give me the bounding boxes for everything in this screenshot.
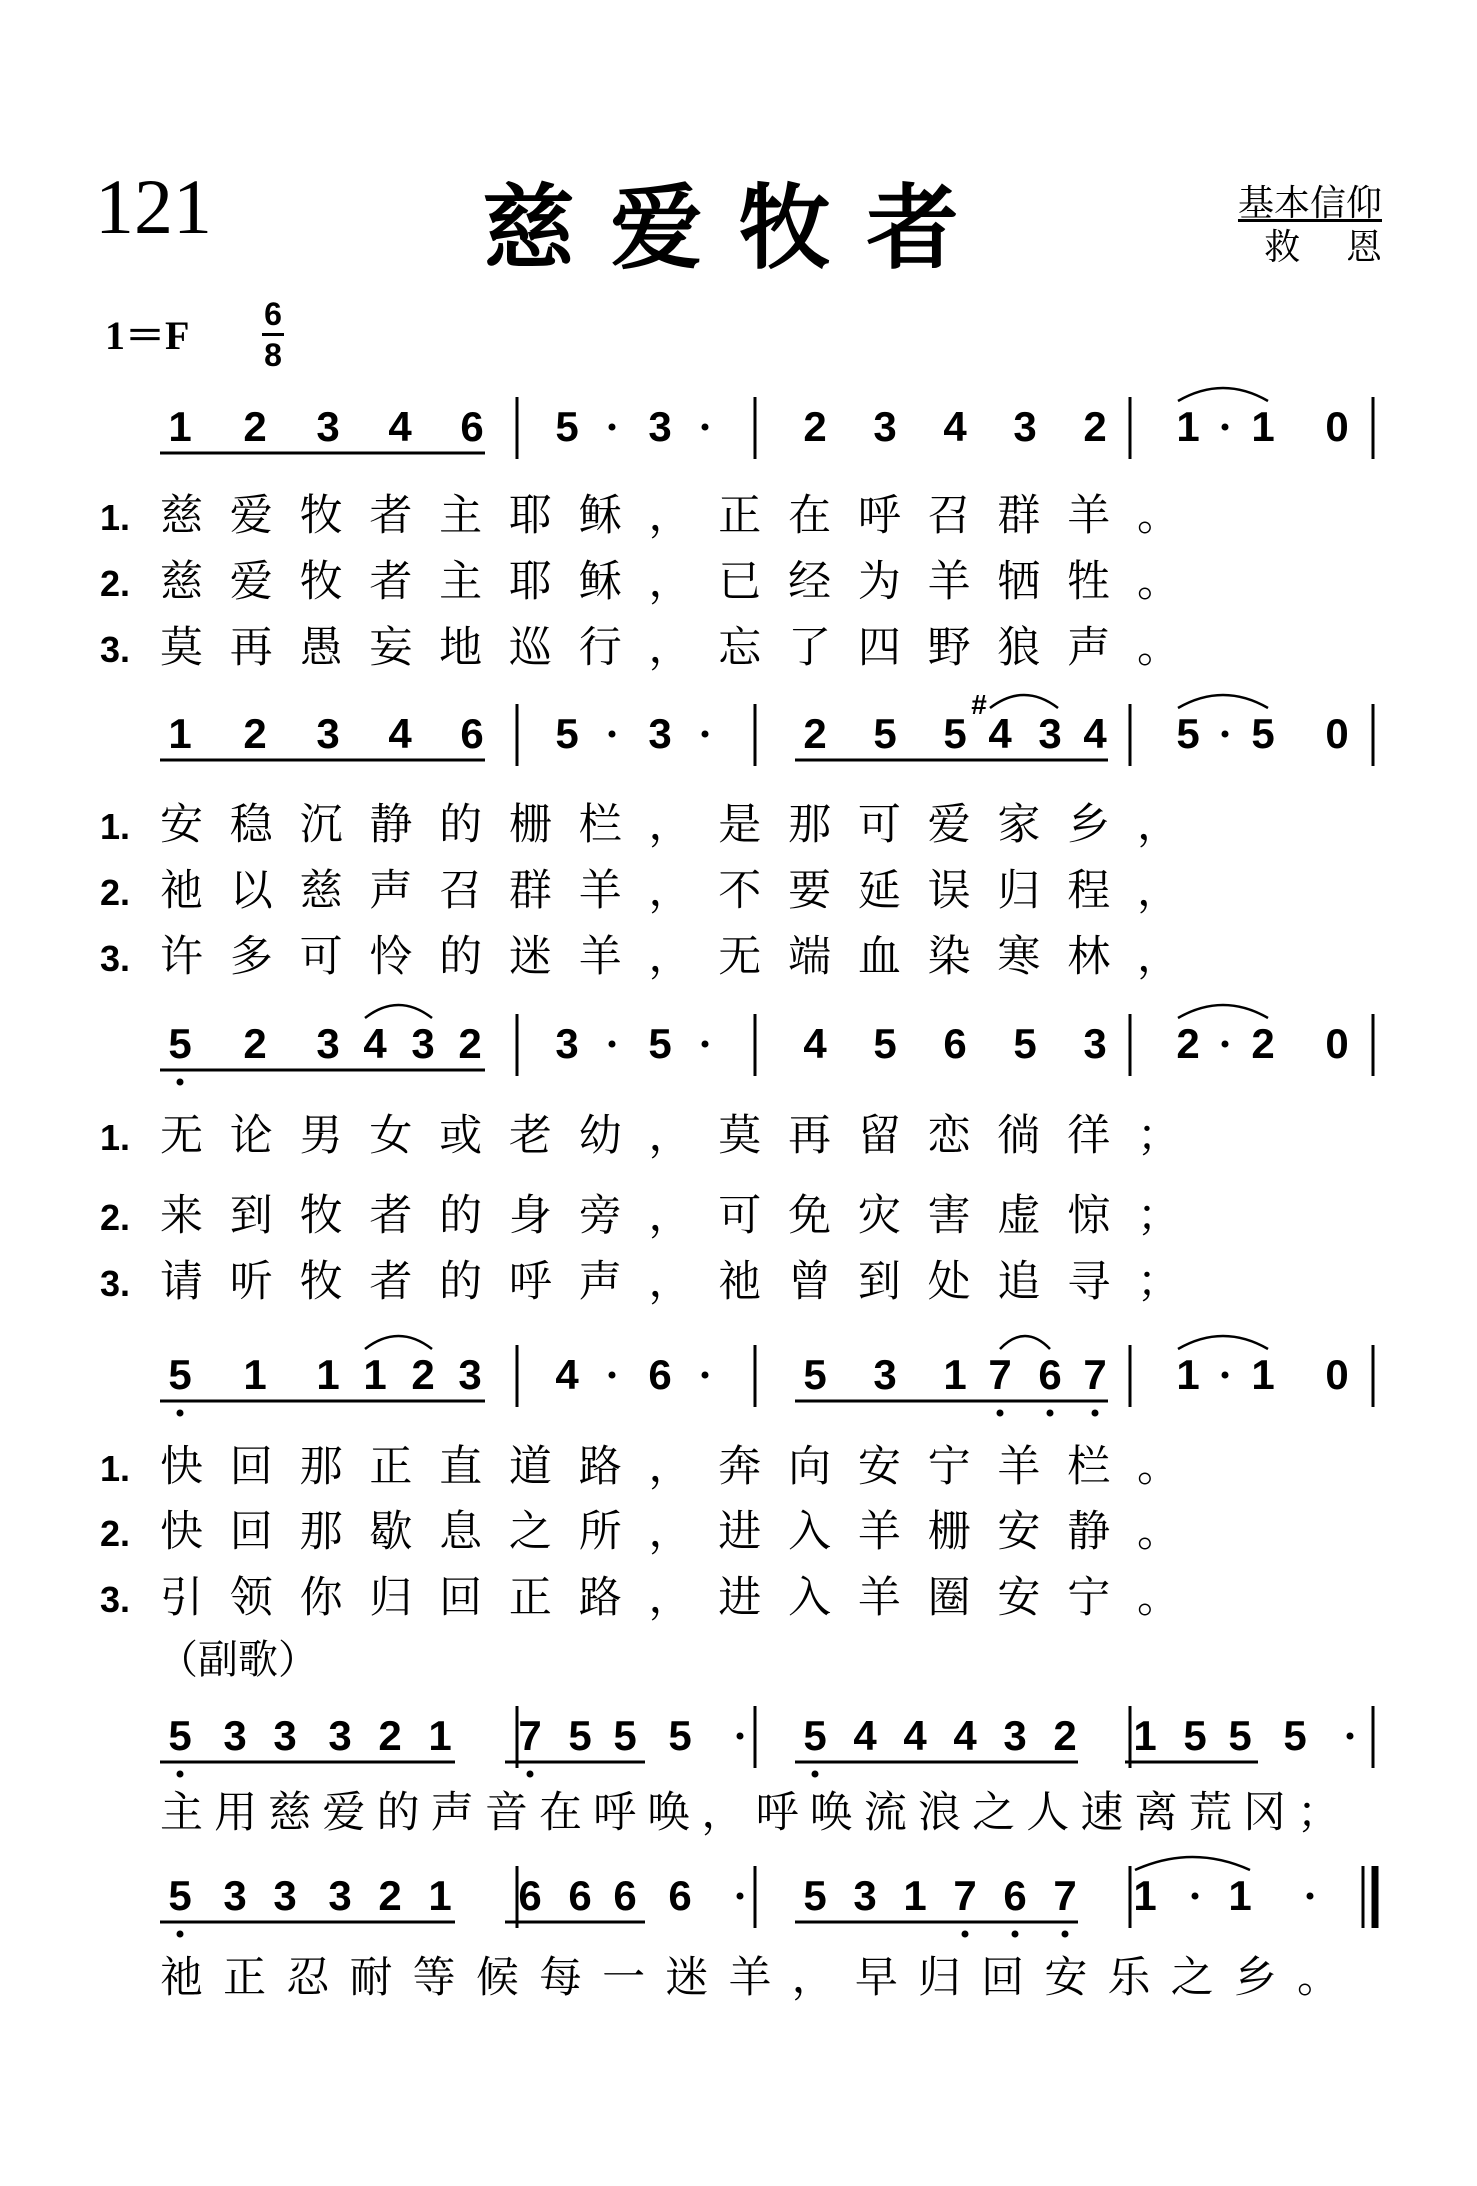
lyric-line: 慈爱牧者主耶稣，已经为羊牺牲。 (160, 557, 1180, 607)
note: 1 (316, 1351, 340, 1398)
note: 3 (1038, 710, 1062, 757)
note: 3 (411, 1020, 435, 1067)
note: 5 (873, 1020, 897, 1067)
lyric-line: 请听牧者的呼声，祂曾到处追寻； (160, 1257, 1180, 1307)
note: 6 (1038, 1351, 1062, 1398)
note: 5 (803, 1712, 827, 1759)
note: 1 (1228, 1872, 1252, 1919)
note: 4 (388, 710, 412, 757)
augmentation-dot (609, 424, 616, 431)
verse-number: 1. (100, 497, 131, 538)
lyric-line: 来到牧者的身旁，可免灾害虚惊； (160, 1191, 1180, 1241)
chorus-label: （副歌） (158, 1637, 318, 1683)
augmentation-dot (702, 731, 709, 738)
lyric-line: 许多可怜的迷羊，无端血染寒林， (160, 932, 1180, 982)
note: 1 (943, 1351, 967, 1398)
note: 5 (613, 1712, 637, 1759)
note: 4 (988, 710, 1012, 757)
lyric-line: 莫再愚妄地巡行，忘了四野狼声。 (160, 623, 1180, 673)
note: 6 (460, 403, 484, 450)
low-octave-dot (177, 1410, 184, 1417)
note: 3 (316, 710, 340, 757)
augmentation-dot (609, 731, 616, 738)
low-octave-dot (527, 1771, 534, 1778)
note: 5 (555, 710, 579, 757)
note: 2 (1176, 1020, 1200, 1067)
lyric-line: 祂正忍耐等候每一迷羊，早归回安乐之乡。 (160, 1953, 1340, 2003)
augmentation-dot (737, 1893, 744, 1900)
low-octave-dot (177, 1771, 184, 1778)
low-octave-dot (1062, 1931, 1069, 1938)
note: 1 (1251, 403, 1275, 450)
slur (1178, 388, 1268, 401)
note: 4 (803, 1020, 827, 1067)
note: 2 (243, 403, 267, 450)
augmentation-dot (1222, 731, 1229, 738)
verse-number: 3. (100, 1263, 131, 1304)
note: 1 (168, 403, 192, 450)
slur (1178, 1336, 1268, 1349)
note: 2 (803, 710, 827, 757)
note: 3 (458, 1351, 482, 1398)
augmentation-dot (1307, 1893, 1314, 1900)
low-octave-dot (812, 1771, 819, 1778)
slur (365, 1005, 432, 1018)
lyric-line: 快回那歇息之所，进入羊栅安静。 (160, 1507, 1180, 1557)
note: 6 (943, 1020, 967, 1067)
note: 3 (223, 1712, 247, 1759)
slur (1135, 1857, 1250, 1870)
note: 5 (555, 403, 579, 450)
note: 1 (363, 1351, 387, 1398)
note: 2 (378, 1872, 402, 1919)
low-octave-dot (177, 1931, 184, 1938)
note: 5 (1176, 710, 1200, 757)
note: 2 (1083, 403, 1107, 450)
category-label: 基本信仰 (1237, 183, 1382, 224)
note: 1 (903, 1872, 927, 1919)
lyric-line: 祂以慈声召群羊，不要延误归程， (160, 866, 1180, 916)
note: 5 (803, 1872, 827, 1919)
note: 6 (1003, 1872, 1027, 1919)
note: 4 (903, 1712, 927, 1759)
note: 5 (168, 1872, 192, 1919)
augmentation-dot (1222, 1041, 1229, 1048)
note: 1 (1176, 1351, 1200, 1398)
note: 6 (613, 1872, 637, 1919)
note: 6 (460, 710, 484, 757)
note: 4 (953, 1712, 977, 1759)
note: 2 (803, 403, 827, 450)
note: 3 (853, 1872, 877, 1919)
note: 3 (328, 1872, 352, 1919)
verse-number: 2. (100, 1197, 131, 1238)
subcategory-label: 救 恩 (1264, 227, 1382, 268)
hymn-title: 慈爱牧者 (482, 174, 995, 282)
time-signature-top: 6 (264, 296, 282, 332)
note: 4 (363, 1020, 387, 1067)
note: 4 (853, 1712, 877, 1759)
note: 3 (328, 1712, 352, 1759)
note: 5 (168, 1712, 192, 1759)
slur (365, 1336, 432, 1349)
note: 3 (648, 710, 672, 757)
note: 6 (518, 1872, 542, 1919)
note: 2 (1251, 1020, 1275, 1067)
note: 2 (458, 1020, 482, 1067)
lyric-line: 快回那正直道路，奔向安宁羊栏。 (160, 1442, 1180, 1492)
note: 4 (943, 403, 967, 450)
hymn-number: 121 (95, 163, 212, 250)
low-octave-dot (997, 1410, 1004, 1417)
note: 5 (1228, 1712, 1252, 1759)
lyric-line: 安稳沉静的栅栏，是那可爱家乡， (160, 800, 1180, 850)
note: 1 (243, 1351, 267, 1398)
slur (990, 695, 1058, 708)
note: 3 (1003, 1712, 1027, 1759)
augmentation-dot (702, 1372, 709, 1379)
verse-number: 1. (100, 1117, 131, 1158)
note: 6 (648, 1351, 672, 1398)
note: 0 (1325, 403, 1349, 450)
note: 3 (316, 1020, 340, 1067)
note: 4 (555, 1351, 579, 1398)
augmentation-dot (1192, 1893, 1199, 1900)
note: 1 (1133, 1872, 1157, 1919)
note: 3 (273, 1712, 297, 1759)
note: 3 (873, 403, 897, 450)
verse-number: 3. (100, 938, 131, 979)
note: 7 (1053, 1872, 1077, 1919)
slur (1000, 1336, 1050, 1349)
note: 3 (273, 1872, 297, 1919)
note: 3 (555, 1020, 579, 1067)
note: 5 (803, 1351, 827, 1398)
note: 4 (388, 403, 412, 450)
low-octave-dot (1047, 1410, 1054, 1417)
slur (1178, 695, 1268, 708)
lyric-line: 无论男女或老幼，莫再留恋徜徉； (160, 1111, 1180, 1161)
note: 5 (1013, 1020, 1037, 1067)
note: 2 (243, 710, 267, 757)
verse-number: 3. (100, 1579, 131, 1620)
augmentation-dot (1347, 1733, 1354, 1740)
note: 5 (1183, 1712, 1207, 1759)
verse-number: 2. (100, 563, 131, 604)
note: 5 (168, 1020, 192, 1067)
note: 5 (1251, 710, 1275, 757)
note: 3 (223, 1872, 247, 1919)
augmentation-dot (702, 424, 709, 431)
note: 2 (1053, 1712, 1077, 1759)
note: 4 (1083, 710, 1107, 757)
note: 1 (1251, 1351, 1275, 1398)
augmentation-dot (702, 1041, 709, 1048)
note: 5 (168, 1351, 192, 1398)
note: 7 (988, 1351, 1012, 1398)
note: 7 (953, 1872, 977, 1919)
augmentation-dot (1222, 424, 1229, 431)
note: 6 (568, 1872, 592, 1919)
note: 5 (873, 710, 897, 757)
augmentation-dot (1222, 1372, 1229, 1379)
note: 7 (1083, 1351, 1107, 1398)
augmentation-dot (609, 1372, 616, 1379)
note: 5 (568, 1712, 592, 1759)
augmentation-dot (609, 1041, 616, 1048)
note: 3 (316, 403, 340, 450)
lyric-line: 引领你归回正路，进入羊圈安宁。 (160, 1573, 1180, 1623)
time-signature-bottom: 8 (264, 337, 282, 373)
verse-number: 1. (100, 1448, 131, 1489)
verse-number: 2. (100, 1513, 131, 1554)
note: 5 (668, 1712, 692, 1759)
verse-number: 1. (100, 806, 131, 847)
note: 5 (648, 1020, 672, 1067)
note: 2 (243, 1020, 267, 1067)
note: 1 (168, 710, 192, 757)
low-octave-dot (1012, 1931, 1019, 1938)
note: 1 (1133, 1712, 1157, 1759)
note: 5 (1283, 1712, 1307, 1759)
low-octave-dot (962, 1931, 969, 1938)
note: 6 (668, 1872, 692, 1919)
lyric-line: 慈爱牧者主耶稣，正在呼召群羊。 (160, 491, 1180, 541)
note: 2 (411, 1351, 435, 1398)
note: 1 (1176, 403, 1200, 450)
note: 0 (1325, 1351, 1349, 1398)
note: 0 (1325, 710, 1349, 757)
note: 0 (1325, 1020, 1349, 1067)
low-octave-dot (1092, 1410, 1099, 1417)
note: 2 (378, 1712, 402, 1759)
low-octave-dot (177, 1079, 184, 1086)
note: 1 (428, 1872, 452, 1919)
sharp-sign: # (971, 689, 987, 720)
note: 3 (873, 1351, 897, 1398)
note: 3 (1083, 1020, 1107, 1067)
lyric-line: 主用慈爱的声音在呼唤，呼唤流浪之人速离荒冈； (160, 1788, 1340, 1838)
note: 7 (518, 1712, 542, 1759)
verse-number: 2. (100, 872, 131, 913)
note: 3 (648, 403, 672, 450)
slur (1178, 1005, 1268, 1018)
key-signature: 1＝F (105, 313, 190, 358)
augmentation-dot (737, 1733, 744, 1740)
verse-number: 3. (100, 629, 131, 670)
note: 5 (943, 710, 967, 757)
note: 1 (428, 1712, 452, 1759)
note: 3 (1013, 403, 1037, 450)
